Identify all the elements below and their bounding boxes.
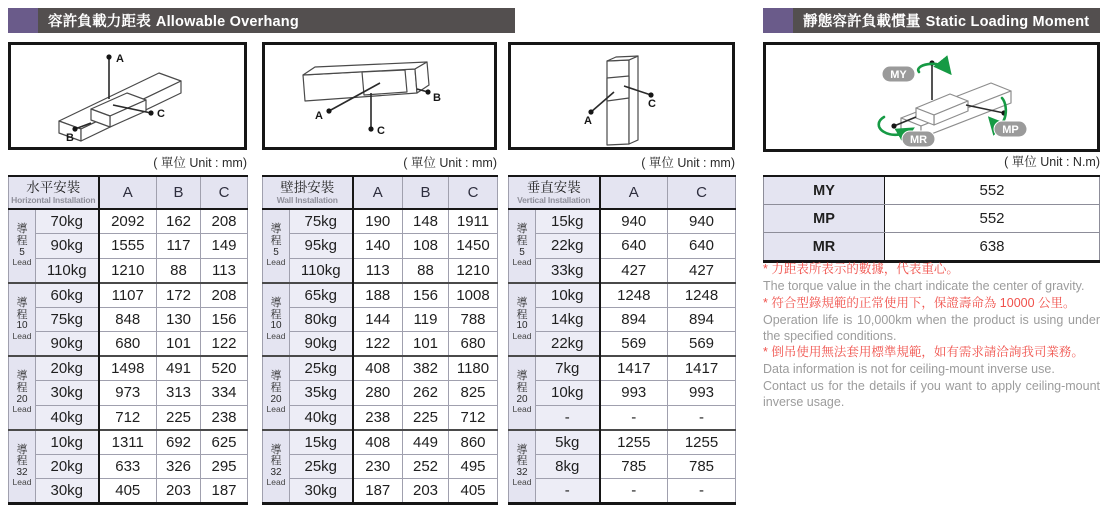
value-cell: 633	[99, 454, 157, 479]
value-cell: 848	[99, 307, 157, 332]
value-cell: 88	[403, 258, 449, 283]
table-row	[9, 258, 248, 283]
footnote-en: Operation life is 10,000km when the product is using under the specified conditions.	[763, 312, 1100, 343]
value-cell: 940	[668, 209, 736, 234]
table-row	[9, 356, 248, 381]
value-cell: 187	[201, 479, 248, 504]
value-cell: 148	[403, 209, 449, 234]
value-cell: 1210	[99, 258, 157, 283]
value-cell: 1255	[668, 430, 736, 455]
table-row	[9, 234, 248, 259]
value-cell: 1417	[668, 356, 736, 381]
load-cell: 40kg	[290, 405, 353, 430]
vertical-rail-drawing	[511, 45, 732, 147]
column-header-b: B	[403, 176, 449, 209]
moment-row	[764, 233, 1100, 262]
load-cell: 75kg	[290, 209, 353, 234]
table-row	[509, 454, 736, 479]
horizontal-installation-diagram	[8, 42, 247, 150]
wall-installation-table-wrap	[262, 175, 498, 505]
vertical-installation-diagram	[508, 42, 735, 150]
table-row	[509, 381, 736, 406]
point-label-c: C	[648, 98, 656, 110]
value-cell: 894	[600, 307, 668, 332]
value-cell: 156	[201, 307, 248, 332]
value-cell: 225	[403, 405, 449, 430]
value-cell: 973	[99, 381, 157, 406]
value-cell: 640	[668, 234, 736, 259]
value-cell: 785	[600, 454, 668, 479]
value-cell: 208	[201, 283, 248, 308]
load-cell: 15kg	[290, 430, 353, 455]
moment-row	[764, 205, 1100, 233]
section-title-zh: 靜態容許負載慣量	[803, 14, 921, 30]
point-label-c: C	[157, 108, 165, 120]
value-cell: 405	[449, 479, 498, 504]
value-cell: 280	[353, 381, 403, 406]
mp-badge-label: MP	[1002, 124, 1019, 136]
value-cell: 785	[668, 454, 736, 479]
value-cell: 313	[157, 381, 201, 406]
value-cell: 230	[353, 454, 403, 479]
table-row	[9, 405, 248, 430]
value-cell: 252	[403, 454, 449, 479]
value-cell: 238	[353, 405, 403, 430]
load-cell: 25kg	[290, 356, 353, 381]
value-cell: 680	[449, 332, 498, 357]
value-cell: 225	[157, 405, 201, 430]
value-cell: 825	[449, 381, 498, 406]
table-row	[263, 234, 498, 259]
lead-cell: 導 程 5 Lead	[9, 209, 36, 283]
load-cell: 33kg	[536, 258, 600, 283]
load-cell: 110kg	[290, 258, 353, 283]
value-cell: -	[600, 479, 668, 504]
purple-accent-square	[8, 8, 38, 33]
moment-label-cell: MR	[764, 233, 885, 262]
value-cell: 108	[403, 234, 449, 259]
installation-name-header: 壁掛安裝 Wall Installation	[263, 176, 353, 209]
value-cell: 88	[157, 258, 201, 283]
load-cell: 7kg	[536, 356, 600, 381]
moment-value-cell: 552	[885, 176, 1100, 205]
footnote-en: Data information is not for ceiling-mount inverse use.	[763, 362, 1055, 377]
value-cell: 326	[157, 454, 201, 479]
section-title	[48, 10, 299, 31]
overhang-table-2	[262, 175, 498, 505]
moment-label-cell: MP	[764, 205, 885, 233]
lead-cell: 導 程 32 Lead	[509, 430, 536, 504]
value-cell: 262	[403, 381, 449, 406]
table-row	[509, 430, 736, 455]
column-header-a: A	[353, 176, 403, 209]
table-row	[263, 356, 498, 381]
lead-cell: 導 程 5 Lead	[509, 209, 536, 283]
horizontal-installation-table-wrap	[8, 175, 248, 505]
value-cell: 1255	[600, 430, 668, 455]
load-cell: 90kg	[36, 332, 99, 357]
value-cell: 405	[99, 479, 157, 504]
table-row	[9, 307, 248, 332]
column-header-a: A	[600, 176, 668, 209]
load-cell: 30kg	[36, 479, 99, 504]
table-row	[509, 209, 736, 234]
value-cell: -	[600, 405, 668, 430]
table-row	[263, 209, 498, 234]
load-cell: 10kg	[36, 430, 99, 455]
table-row	[263, 479, 498, 504]
load-cell: 10kg	[536, 283, 600, 308]
load-cell: 60kg	[36, 283, 99, 308]
section-title-zh: 容許負載力距表	[48, 14, 151, 30]
load-cell: 30kg	[36, 381, 99, 406]
lead-cell: 導 程 10 Lead	[509, 283, 536, 357]
value-cell: 1008	[449, 283, 498, 308]
value-cell: 122	[353, 332, 403, 357]
value-cell: 101	[157, 332, 201, 357]
lead-cell: 導 程 5 Lead	[263, 209, 290, 283]
point-label-b: B	[433, 92, 441, 104]
table-row	[9, 332, 248, 357]
load-cell: 95kg	[290, 234, 353, 259]
static-moment-diagram	[763, 42, 1100, 152]
load-cell: 90kg	[36, 234, 99, 259]
value-cell: 113	[353, 258, 403, 283]
unit-label-nm: ( 單位 Unit : N.m)	[1004, 155, 1100, 169]
moment-value-cell: 638	[885, 233, 1100, 262]
point-label-a: A	[116, 53, 124, 65]
value-cell: 1498	[99, 356, 157, 381]
value-cell: 156	[403, 283, 449, 308]
value-cell: 238	[201, 405, 248, 430]
vertical-installation-table-wrap	[508, 175, 736, 505]
value-cell: 1210	[449, 258, 498, 283]
value-cell: 894	[668, 307, 736, 332]
value-cell: 712	[99, 405, 157, 430]
load-cell: -	[536, 479, 600, 504]
value-cell: 495	[449, 454, 498, 479]
unit-label-mm: ( 單位 Unit : mm)	[641, 156, 735, 170]
value-cell: 122	[201, 332, 248, 357]
value-cell: 1450	[449, 234, 498, 259]
value-cell: 788	[449, 307, 498, 332]
unit-label-mm: ( 單位 Unit : mm)	[403, 156, 497, 170]
load-cell: 5kg	[536, 430, 600, 455]
load-cell: 22kg	[536, 234, 600, 259]
column-header-a: A	[99, 176, 157, 209]
table-row	[509, 234, 736, 259]
value-cell: 117	[157, 234, 201, 259]
value-cell: 295	[201, 454, 248, 479]
load-cell: 22kg	[536, 332, 600, 357]
value-cell: 408	[353, 430, 403, 455]
value-cell: 382	[403, 356, 449, 381]
value-cell: 334	[201, 381, 248, 406]
footnote-zh: * 符合型錄規範的正常使用下，保證壽命為 10000 公里。	[763, 295, 1076, 310]
table-row	[509, 307, 736, 332]
lead-cell: 導 程 10 Lead	[9, 283, 36, 357]
wall-installation-diagram	[262, 42, 497, 150]
value-cell: 569	[668, 332, 736, 357]
load-cell: 40kg	[36, 405, 99, 430]
value-cell: 427	[600, 258, 668, 283]
load-cell: 8kg	[536, 454, 600, 479]
value-cell: 1311	[99, 430, 157, 455]
value-cell: 569	[600, 332, 668, 357]
load-cell: 80kg	[290, 307, 353, 332]
load-cell: 90kg	[290, 332, 353, 357]
footnote-en: Contact us for the details if you want to apply ceiling-mount inverse usage.	[763, 379, 1100, 409]
lead-cell: 導 程 32 Lead	[9, 430, 36, 504]
load-cell: 14kg	[536, 307, 600, 332]
value-cell: 190	[353, 209, 403, 234]
table-row	[9, 381, 248, 406]
value-cell: 993	[668, 381, 736, 406]
table-row	[9, 209, 248, 234]
value-cell: -	[668, 405, 736, 430]
load-cell: 65kg	[290, 283, 353, 308]
table-row	[263, 381, 498, 406]
point-label-c: C	[377, 125, 385, 137]
value-cell: 1911	[449, 209, 498, 234]
overhang-table-3	[508, 175, 736, 505]
load-cell: 25kg	[290, 454, 353, 479]
value-cell: 119	[403, 307, 449, 332]
value-cell: -	[668, 479, 736, 504]
load-cell: 20kg	[36, 454, 99, 479]
point-label-a: A	[315, 110, 323, 122]
moment-value-cell: 552	[885, 205, 1100, 233]
value-cell: 144	[353, 307, 403, 332]
footnotes	[763, 262, 1100, 412]
value-cell: 692	[157, 430, 201, 455]
my-badge-label: MY	[890, 69, 907, 81]
table-row	[263, 307, 498, 332]
column-header-c: C	[449, 176, 498, 209]
footnote-zh: * 倒吊使用無法套用標準規範，如有需求請洽詢我司業務。	[763, 345, 1084, 360]
table-row	[9, 430, 248, 455]
lead-cell: 導 程 20 Lead	[509, 356, 536, 430]
table-row	[9, 454, 248, 479]
value-cell: 520	[201, 356, 248, 381]
unit-label-mm: ( 單位 Unit : mm)	[153, 156, 247, 170]
overhang-table-1	[8, 175, 248, 505]
load-cell: 30kg	[290, 479, 353, 504]
table-row	[509, 258, 736, 283]
section-title-en: Static Loading Moment	[925, 14, 1090, 30]
load-cell: 70kg	[36, 209, 99, 234]
table-row	[263, 405, 498, 430]
load-cell: 75kg	[36, 307, 99, 332]
wall-rail-drawing	[265, 45, 494, 147]
lead-cell: 導 程 32 Lead	[263, 430, 290, 504]
installation-name-header: 垂直安裝 Vertical Installation	[509, 176, 600, 209]
value-cell: 101	[403, 332, 449, 357]
value-cell: 172	[157, 283, 201, 308]
horizontal-rail-drawing	[11, 45, 244, 147]
table-row	[509, 479, 736, 504]
section-title-en: Allowable Overhang	[155, 14, 299, 30]
table-row	[9, 479, 248, 504]
section-title	[803, 10, 1089, 31]
value-cell: 1248	[668, 283, 736, 308]
value-cell: 203	[157, 479, 201, 504]
value-cell: 1555	[99, 234, 157, 259]
load-cell: 110kg	[36, 258, 99, 283]
value-cell: 625	[201, 430, 248, 455]
value-cell: 640	[600, 234, 668, 259]
table-row	[509, 283, 736, 308]
value-cell: 491	[157, 356, 201, 381]
table-row	[509, 405, 736, 430]
load-cell: 15kg	[536, 209, 600, 234]
value-cell: 408	[353, 356, 403, 381]
value-cell: 140	[353, 234, 403, 259]
table-row	[263, 430, 498, 455]
mr-badge-label: MR	[909, 134, 928, 146]
section-header-static-loading-moment	[763, 8, 1100, 33]
value-cell: 993	[600, 381, 668, 406]
value-cell: 1248	[600, 283, 668, 308]
column-header-c: C	[201, 176, 248, 209]
value-cell: 208	[201, 209, 248, 234]
value-cell: 113	[201, 258, 248, 283]
moment-label-cell: MY	[764, 176, 885, 205]
value-cell: 1180	[449, 356, 498, 381]
moment-row	[764, 176, 1100, 205]
point-label-a: A	[584, 115, 592, 127]
column-header-c: C	[668, 176, 736, 209]
table-row	[509, 356, 736, 381]
table-row	[263, 332, 498, 357]
moment-rail-drawing	[766, 45, 1097, 149]
table-row	[263, 283, 498, 308]
load-cell: 20kg	[36, 356, 99, 381]
table-row	[263, 258, 498, 283]
footnote-zh: * 力距表所表示的數據，代表重心。	[763, 262, 959, 276]
value-cell: 1107	[99, 283, 157, 308]
static-moment-table	[763, 175, 1100, 263]
load-cell: 35kg	[290, 381, 353, 406]
section-header-allowable-overhang	[8, 8, 515, 33]
installation-name-header: 水平安裝 Horizontal Installation	[9, 176, 99, 209]
value-cell: 427	[668, 258, 736, 283]
table-row	[509, 332, 736, 357]
load-cell: 10kg	[536, 381, 600, 406]
purple-accent-square	[763, 8, 793, 33]
value-cell: 712	[449, 405, 498, 430]
load-cell: -	[536, 405, 600, 430]
value-cell: 449	[403, 430, 449, 455]
table-row	[263, 454, 498, 479]
table-row	[9, 283, 248, 308]
lead-cell: 導 程 20 Lead	[9, 356, 36, 430]
value-cell: 860	[449, 430, 498, 455]
point-label-b: B	[66, 132, 74, 144]
value-cell: 130	[157, 307, 201, 332]
value-cell: 940	[600, 209, 668, 234]
value-cell: 188	[353, 283, 403, 308]
value-cell: 149	[201, 234, 248, 259]
lead-cell: 導 程 10 Lead	[263, 283, 290, 357]
value-cell: 1417	[600, 356, 668, 381]
value-cell: 162	[157, 209, 201, 234]
footnote-en: The torque value in the chart indicate the center of gravity.	[763, 278, 1085, 293]
value-cell: 187	[353, 479, 403, 504]
value-cell: 2092	[99, 209, 157, 234]
column-header-b: B	[157, 176, 201, 209]
lead-cell: 導 程 20 Lead	[263, 356, 290, 430]
value-cell: 680	[99, 332, 157, 357]
value-cell: 203	[403, 479, 449, 504]
